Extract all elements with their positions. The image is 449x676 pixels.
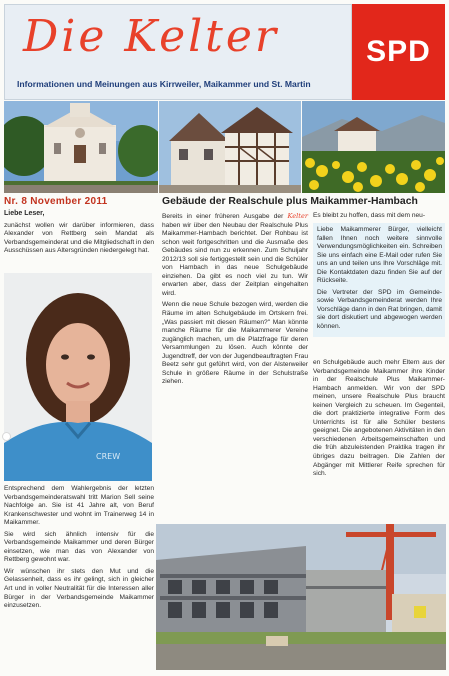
column-1-top <box>4 210 154 259</box>
construction-site-photo <box>156 524 446 670</box>
text-fragment: haben wir über den Neubau der Realschule Plus Maikammer-Hambach berichtet. Der Rohbau ist schon weit fortgeschritten und die Ausmaße des Gebäudes sind nun zu erkennen. Zum Schuljahr 2012/13 soll sie fertiggestellt sein und die Schüler von Hambach in das neue Schulgebäude einziehen. Da gibt es noch viel zu tun. Wir erwarten aber, dass der Zeitplan eingehalten wird. <box>162 221 308 297</box>
callout-paragraph-1: Liebe Maikammerer Bürger, vielleicht fallen Ihnen noch weitere sinnvolle Verwendungsmöglichkeiten ein. Schreiben Sie uns einfach eine E-Mail oder rufen Sie uns an und teilen uns Ihre Vorschläge mit. Die Kontaktdaten dazu finden Sie auf der Rückseite. <box>317 226 442 285</box>
newsletter-title: Die Kelter <box>23 11 279 62</box>
greeting: Liebe Leser, <box>4 210 45 217</box>
portrait-photo <box>4 273 152 481</box>
vineyard-flowers-photo <box>302 101 445 193</box>
paragraph-commitment: Sie wird sich ähnlich intensiv für die Verbandsgemeinde Maikammer und deren Bürger einsetzen, wie man das von Alexander von Rettberg gewohnt war. <box>4 530 154 564</box>
paragraph-old-building: Wenn die neue Schule bezogen wird, werden die Räume im alten Schulgebäude im Ortskern frei. „Was passiert mit diesen Räumen?" Man könnte manche Räume für die Maikammerer Vereine zugänglich machen, um die Platzfrage für deren Versammlungen zu lösen. Auch könnte der Jugendtreff, der von der Jugendbeauftragten Frau Beetz sehr gut geführt wird, von der Alsterweiler Schule in größere Räume in der Schulstraße ziehen. <box>162 301 308 386</box>
paragraph-wishes: Wir wünschen ihr stets den Mut und die Gelassenheit, dass es ihr gelingt, sich in gleicher Art und in voller Neutralität für die Interessen aller Bürger in der Verbandsgemeinde Maikammer einzusetzen. <box>4 567 154 610</box>
kelter-inline-logo: Kelter <box>287 212 308 220</box>
spd-logo: SPD <box>366 35 431 68</box>
chapel-photo <box>4 101 158 193</box>
newsletter-subtitle: Informationen und Meinungen aus Kirrweiler, Maikammer und St. Martin <box>17 79 311 89</box>
column-1-bottom <box>4 485 154 614</box>
paragraph-hope: Es bleibt zu hoffen, dass mit dem neu- <box>313 212 426 219</box>
paragraph-enrollment: en Schulgebäude auch mehr Eltern aus der Verbandsgemeinde Maikammer ihre Kinder in der Realschule Plus Maikammer-Hambach anmelden. Wir von der SPD meinen, unsere Realschule Plus braucht keinen Vergleich zu scheuen. Im Gegenteil, die dort praktizierte integrative Form des Unterrichts ist für alle Schüler bestens geeignet. Die angebotenen Aktivitäten in den verschiedenen Arbeitsgemeinschaften und die früh abzuleistenden Praktika tragen ihr übriges dazu beitragen. Die Zahlen der Abgänger mit Mittlerer Reife sprechen für sich. <box>313 359 445 478</box>
svg-text:CREW: CREW <box>96 452 121 461</box>
callout-paragraph-2: Die Vertreter der SPD im Gemeinde- sowie Verbandsgemeinderat werden Ihre Vorschläge dann in den Rat bringen, damit sie dort diskutiert und abgewogen werden können. <box>317 288 442 331</box>
paragraph-successor: Entsprechend dem Wahlergebnis der letzten Verbandsgemeinderatswahl tritt Marion Sell seine Nachfolge an. Sie ist 41 Jahre alt, von Beruf Krankenschwester und wohnt im Trainerweg 14 in Maikammer. <box>4 485 154 527</box>
punch-hole <box>2 432 11 441</box>
column-3-top <box>313 212 445 224</box>
masthead <box>4 4 352 100</box>
issue-number: Nr. 8 November 2011 <box>4 196 108 207</box>
column-3-bottom <box>313 359 445 482</box>
intro-paragraph: zunächst wollen wir darüber informieren, dass Alexander von Rettberg sein Mandat als Verbandsgemeinderat und die Mitgliedschaft in den Ausschüssen aus Altersgründen niedergelegt hat. <box>4 221 154 255</box>
spd-logo-box <box>352 4 445 100</box>
text-fragment: Bereits in einer früheren Ausgabe der <box>162 213 288 220</box>
paragraph-construction <box>162 212 308 298</box>
half-timbered-house-photo <box>159 101 301 193</box>
article-headline: Gebäude der Realschule plus Maikammer-Hambach <box>162 196 418 207</box>
reader-callout-box <box>313 223 445 337</box>
column-2 <box>162 212 308 390</box>
